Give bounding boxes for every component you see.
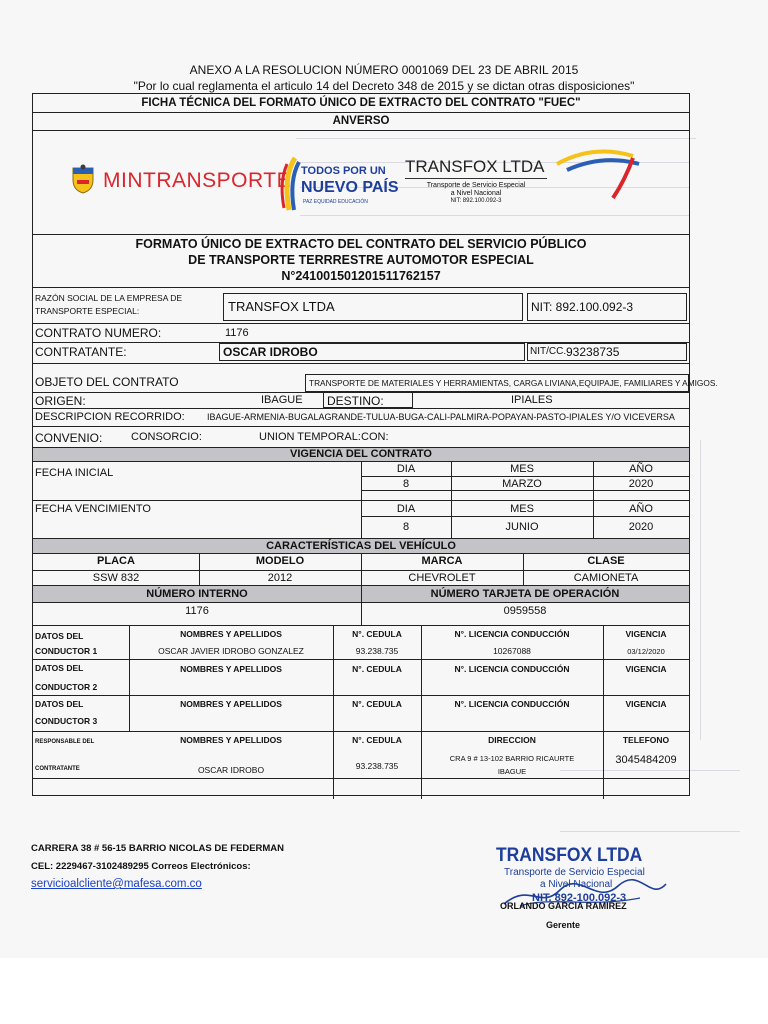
doc-title-line2: DE TRANSPORTE TERRRESTRE AUTOMOTOR ESPECIAL (188, 253, 534, 267)
signer-role: Gerente (546, 920, 581, 930)
resp-direccion1: CRA 9 # 13-102 BARRIO RICAURTE (449, 754, 575, 763)
inicial-mes: MARZO (502, 478, 542, 490)
colombia-shield-icon (69, 164, 97, 194)
h-nombres-3: NOMBRES Y APELLIDOS (180, 699, 282, 709)
razon-label-2: TRANSPORTE ESPECIAL: (35, 306, 140, 316)
stamp-sub1: Transporte de Servicio Especial (504, 867, 645, 878)
venc-anio: 2020 (628, 521, 654, 533)
venc-dia: 8 (402, 521, 410, 533)
footer-phones: CEL: 2229467-3102489295 Correos Electrónicos: (31, 861, 251, 872)
responsable-label2: CONTRATANTE (35, 766, 80, 772)
transfox-rule (405, 178, 547, 179)
interno-header: NÚMERO INTERNO (146, 588, 248, 600)
h-vigencia-1: VIGENCIA (625, 629, 667, 639)
resp-h-nombres: NOMBRES Y APELLIDOS (180, 735, 282, 745)
consorcio-label: CONSORCIO: (131, 431, 202, 443)
convenio-label: CONVENIO: (35, 431, 103, 445)
h-licencia-2: N°. LICENCIA CONDUCCIÓN (454, 664, 570, 674)
origen-value: IBAGUE (261, 394, 303, 406)
h-cedula-1: N°. CEDULA (352, 629, 402, 639)
h-licencia-1: N°. LICENCIA CONDUCCIÓN (454, 629, 570, 639)
resp-h-direccion: DIRECCION (488, 735, 536, 745)
h-vigencia-2: VIGENCIA (625, 664, 667, 674)
interno-value: 1176 (185, 605, 209, 617)
conductor1-nombre: OSCAR JAVIER IDROBO GONZALEZ (158, 646, 304, 656)
stamp-company: TRANSFOX LTDA (496, 845, 643, 866)
resp-h-telefono: TELEFONO (622, 735, 670, 745)
modelo-header: MODELO (255, 555, 305, 567)
dia-header-2: DIA (396, 503, 416, 515)
marca-value: CHEVROLET (408, 572, 476, 584)
destino-value: IPIALES (511, 394, 553, 406)
conductor3-label: CONDUCTOR 3 (35, 716, 98, 726)
mintransporte-wordmark: MINTRANSPORTE (103, 169, 292, 192)
resp-direccion2: IBAGUE (497, 767, 527, 776)
conductor1-label: CONDUCTOR 1 (35, 646, 98, 656)
contrato-label: CONTRATO NUMERO: (35, 326, 162, 340)
contrato-value: 1176 (225, 327, 249, 339)
tarjeta-header: NÚMERO TARJETA DE OPERACIÓN (430, 588, 620, 600)
contratante-value: OSCAR IDROBO (223, 345, 318, 359)
inicial-dia: 8 (402, 478, 410, 490)
anio-header-1: AÑO (629, 463, 653, 475)
transfox-nit: NIT: 892.100.092-3 (450, 198, 502, 204)
fecha-venc-label: FECHA VENCIMIENTO (35, 503, 151, 515)
venc-mes: JUNIO (505, 521, 539, 533)
annex-header: ANEXO A LA RESOLUCION NÚMERO 0001069 DEL 23 DE ABRIL 2015 (189, 63, 579, 77)
h-cedula-3: N°. CEDULA (352, 699, 402, 709)
resp-h-cedula: N°. CEDULA (352, 735, 402, 745)
form-title: FICHA TÉCNICA DEL FORMATO ÚNICO DE EXTRACTO DEL CONTRATO "FUEC" (141, 97, 581, 109)
fuec-form (32, 93, 718, 796)
doc-title-line1: FORMATO ÚNICO DE EXTRACTO DEL CONTRATO DEL SERVICIO PÚBLICO (135, 237, 587, 251)
h-vigencia-3: VIGENCIA (625, 699, 667, 709)
con-label: CON: (361, 431, 389, 443)
placa-value: SSW 832 (92, 572, 140, 584)
vigencia-title: VIGENCIA DEL CONTRATO (290, 448, 432, 460)
conductor1-cedula: 93.238.735 (355, 646, 399, 656)
contratante-label: CONTRATANTE: (35, 345, 127, 359)
nitcc-label: NIT/CC. (530, 346, 567, 357)
razon-value: TRANSFOX LTDA (228, 299, 335, 314)
footer-address: CARRERA 38 # 56-15 BARRIO NICOLAS DE FEDERMAN (31, 843, 285, 854)
doc-number: N°241001501201511762157 (281, 269, 441, 283)
fecha-inicial-label: FECHA INICIAL (35, 467, 114, 479)
recorrido-label: DESCRIPCION RECORRIDO: (35, 411, 185, 423)
h-cedula-2: N°. CEDULA (352, 664, 402, 674)
resp-telefono: 3045484209 (615, 754, 677, 766)
tarjeta-value: 0959558 (503, 605, 547, 617)
conductor1-licencia: 10267088 (493, 646, 531, 656)
destino-label: DESTINO: (327, 394, 384, 408)
company-nit: NIT: 892.100.092-3 (531, 300, 634, 314)
regulation-header: "Por lo cual reglamenta el articulo 14 del Decreto 348 de 2015 y se dictan otras disposiciones" (133, 79, 635, 93)
inicial-anio: 2020 (628, 478, 654, 490)
campaign-line2: NUEVO PAÍS (301, 179, 399, 196)
conductor2-datos: DATOS DEL (35, 663, 84, 673)
union-label: UNION TEMPORAL: (259, 431, 361, 443)
clase-header: CLASE (587, 555, 625, 567)
h-nombres-1: NOMBRES Y APELLIDOS (180, 629, 282, 639)
dia-header-1: DIA (396, 463, 416, 475)
conductor1-vigencia: 03/12/2020 (627, 647, 665, 656)
recorrido-value: IBAGUE-ARMENIA-BUGALAGRANDE-TULUA-BUGA-CALI-PALMIRA-POPAYAN-PASTO-IPIALES Y/O VICEVERSA (207, 412, 675, 422)
swoosh-icon (553, 144, 645, 204)
transfox-wordmark: TRANSFOX LTDA (405, 157, 545, 176)
footer-email-link[interactable]: servicioalcliente@mafesa.com.co (31, 878, 202, 890)
stamp-nit: NIT. 892-100.092-3 (532, 892, 627, 904)
tricolor-swoosh-icon (279, 156, 301, 212)
signer-name: ORLANDO GARCIA RAMIREZ (500, 901, 627, 911)
campaign-line1: TODOS POR UN (301, 165, 386, 177)
anio-header-2: AÑO (629, 503, 653, 515)
campaign-tag: PAZ EQUIDAD EDUCACIÓN (303, 199, 368, 205)
h-nombres-2: NOMBRES Y APELLIDOS (180, 664, 282, 674)
razon-label-1: RAZÓN SOCIAL DE LA EMPRESA DE (35, 293, 183, 303)
h-licencia-3: N°. LICENCIA CONDUCCIÓN (454, 699, 570, 709)
transfox-sub2: a Nivel Nacional (450, 190, 502, 197)
nitcc-value: 93238735 (566, 345, 620, 359)
form-side: ANVERSO (332, 115, 390, 127)
mes-header-1: MES (510, 463, 534, 475)
placa-header: PLACA (97, 555, 135, 567)
transfox-sub1: Transporte de Servicio Especial (426, 182, 526, 189)
conductor3-datos: DATOS DEL (35, 699, 84, 709)
resp-cedula: 93.238.735 (355, 761, 399, 771)
stamp-sub2: a Nivel Nacional (540, 879, 613, 890)
vehiculo-title: CARACTERÍSTICAS DEL VEHÍCULO (266, 540, 456, 552)
objeto-label: OBJETO DEL CONTRATO (35, 375, 179, 389)
mes-header-2: MES (510, 503, 534, 515)
clase-value: CAMIONETA (573, 572, 639, 584)
conductor1-datos: DATOS DEL (35, 631, 84, 641)
origen-label: ORIGEN: (35, 394, 86, 408)
responsable-label1: RESPONSABLE DEL (35, 739, 95, 745)
objeto-value: TRANSPORTE DE MATERIALES Y HERRAMIENTAS, CARGA LIVIANA,EQUIPAJE, FAMILIARES Y AMIGOS. (309, 378, 718, 388)
resp-nombre: OSCAR IDROBO (197, 765, 265, 775)
conductor2-label: CONDUCTOR 2 (35, 682, 98, 692)
marca-header: MARCA (421, 555, 463, 567)
modelo-value: 2012 (267, 572, 293, 584)
